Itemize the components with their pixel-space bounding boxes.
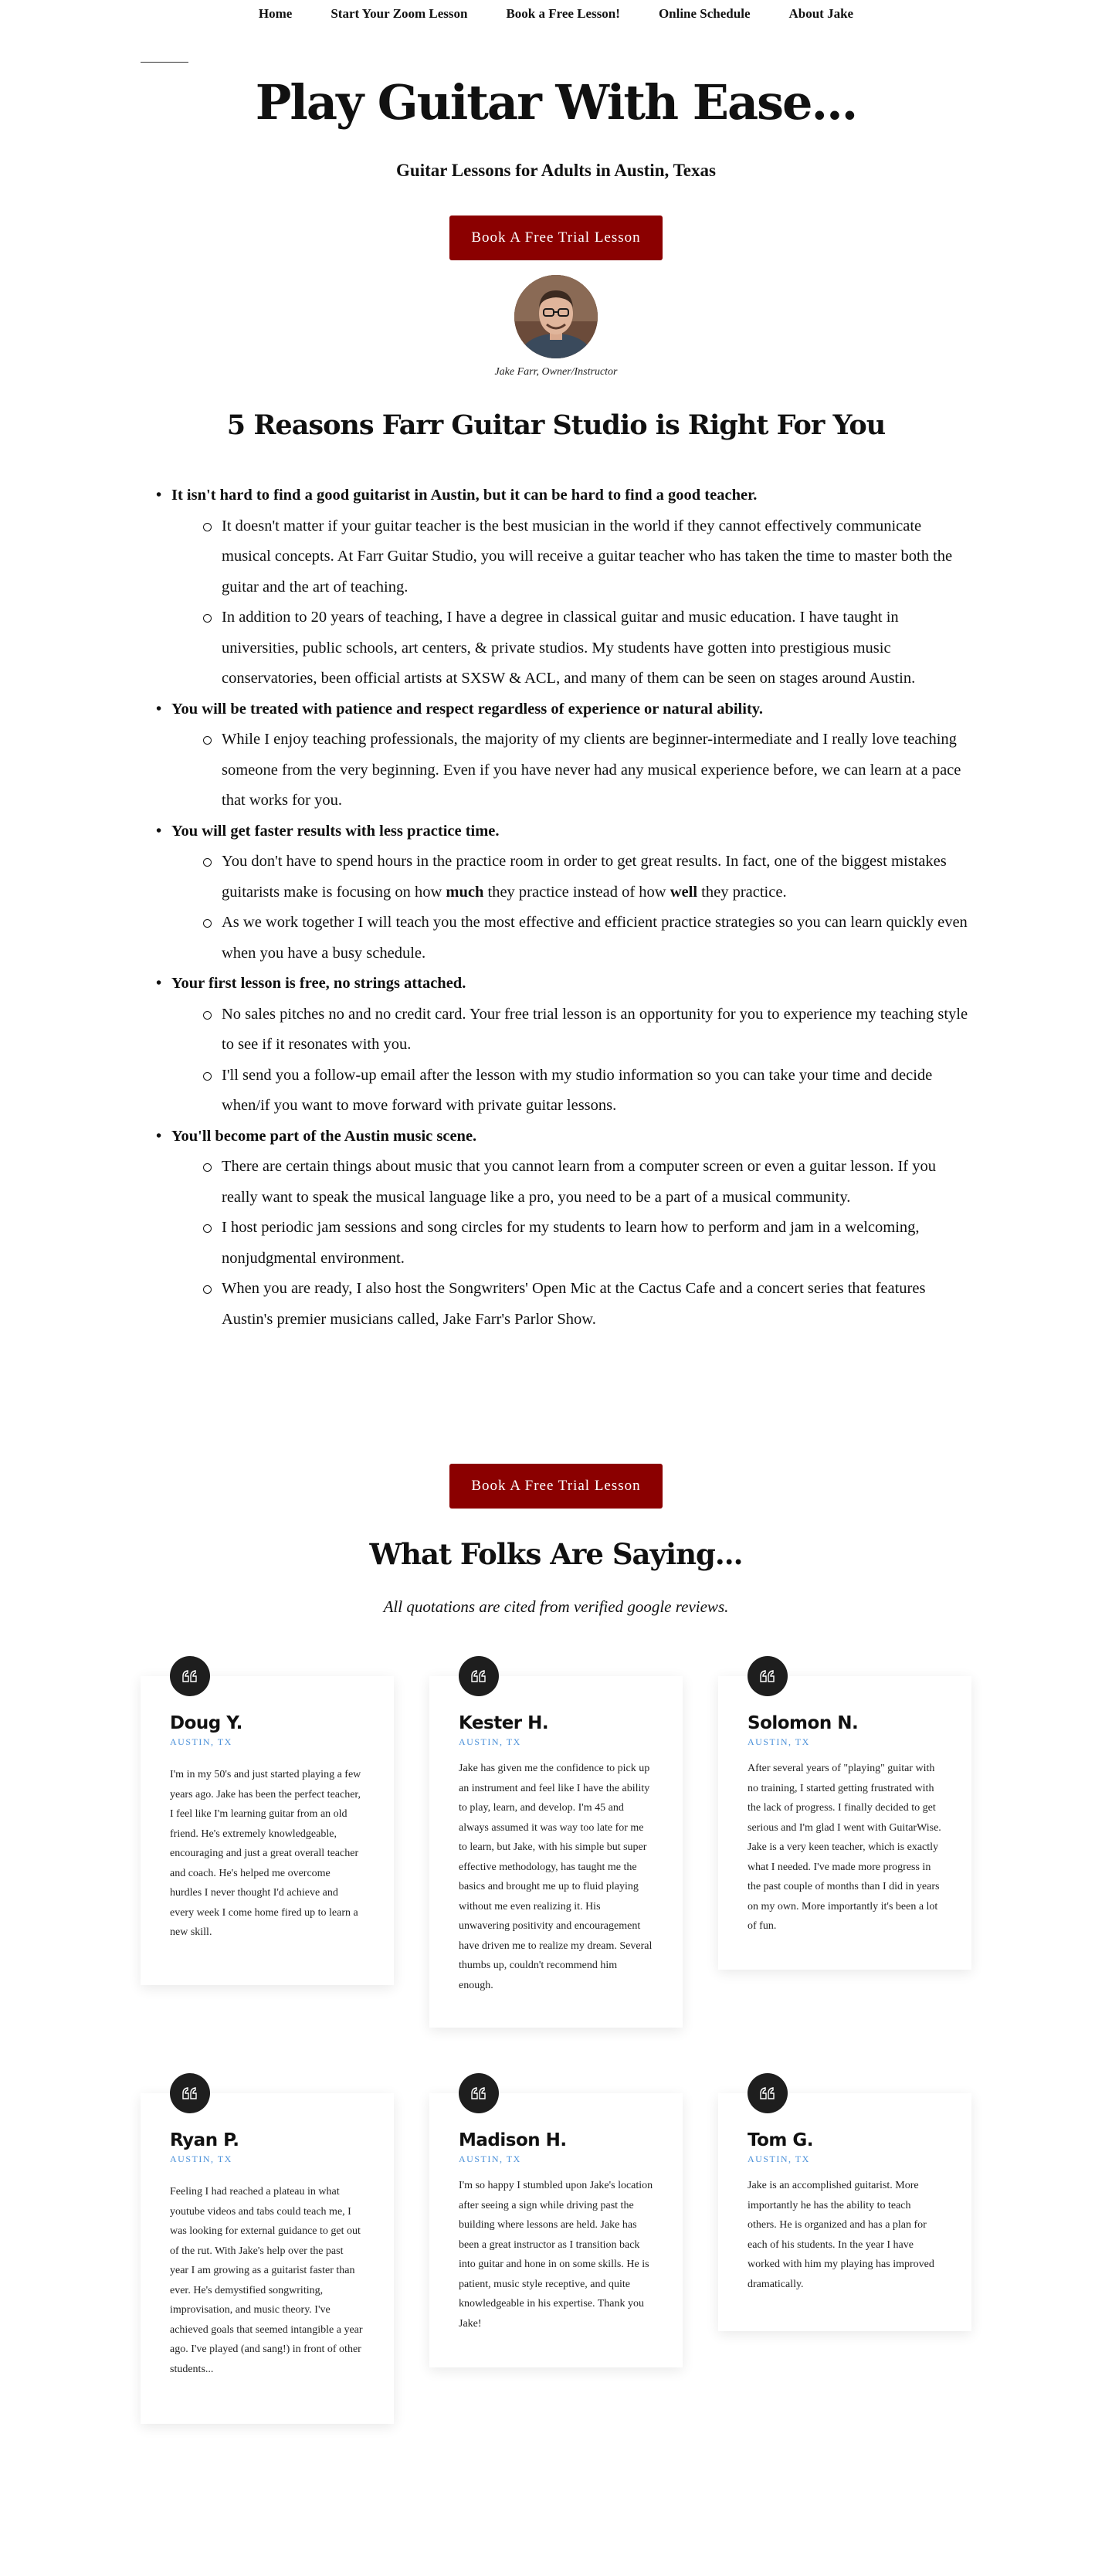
emphasis-much: much — [446, 883, 484, 901]
review-text: Jake has given me the confidence to pick up an instrument and feel like I have the ability to play, learn, and develop. I'm 45 and always assumed it was way too late for me to learn, but Jake, with his simple but super effective methodology, has taught me the basics and brought me up to fluid playing without me even realizing it. His unwavering positivity and encouragement have driven me to realize my dream. Several thumbs up, couldn't recommend him enough. — [459, 1763, 653, 1991]
reviewer-name: Tom G. — [748, 2130, 814, 2150]
review-text: I'm so happy I stumbled upon Jake's location after seeing a sign while driving past the building where lessons are held. Jake has been a great instructor as I transition back into guitar and hone in on some skills. He is patient, music style receptive, and quite knowledgeable in his expertise. Thank you Jake! — [459, 2180, 653, 2330]
reviewer-location: AUSTIN, TX — [170, 2153, 232, 2164]
detail-text: they practice instead of how — [483, 883, 670, 901]
reviewer-name: Madison H. — [459, 2130, 567, 2150]
reason-item — [171, 816, 975, 969]
reason-heading: • You will be treated with patience and respect regardless of experience or natural ability. — [171, 694, 975, 725]
quote-icon — [748, 2073, 788, 2113]
reason-item — [171, 969, 975, 1122]
reviewer-location: AUSTIN, TX — [170, 1736, 232, 1747]
divider — [141, 62, 188, 63]
reviewer-name: Doug Y. — [170, 1713, 242, 1733]
nav-start-zoom-lesson[interactable]: Start Your Zoom Lesson — [331, 6, 468, 21]
reason-detail: In addition to 20 years of teaching, I have a degree in classical guitar and music education. I have taught in universities, public schools, art centers, & private studios. My students have gotten into prestigious music conservatories, been official artists at SXSW & ACL, and many of them can be seen on stages around Austin. — [222, 602, 975, 694]
testimonial-card — [141, 2093, 394, 2424]
reasons-list — [171, 480, 975, 1335]
reason-heading: • You will get faster results with less practice time. — [171, 816, 975, 847]
reason-detail: I host periodic jam sessions and song circles for my students to learn how to perform and jam in a welcoming, nonjudgmental environment. — [222, 1213, 975, 1274]
reviewer-name: Solomon N. — [748, 1713, 859, 1733]
quote-icon — [459, 2073, 499, 2113]
reviewer-location: AUSTIN, TX — [459, 1736, 521, 1747]
nav-home[interactable]: Home — [258, 6, 293, 21]
reason-detail — [222, 847, 975, 908]
quote-icon — [170, 1656, 210, 1696]
book-trial-button-bottom[interactable]: Book A Free Trial Lesson — [449, 1464, 663, 1509]
reason-heading: • It isn't hard to find a good guitarist in Austin, but it can be hard to find a good teacher. — [171, 480, 975, 511]
reason-heading: • You'll become part of the Austin music scene. — [171, 1122, 975, 1152]
review-text: Jake is an accomplished guitarist. More importantly he has the ability to teach others. He is organized and has a plan for each of his students. In the year I have worked with him my playing has improved dramatically. — [748, 2180, 934, 2290]
quote-icon — [748, 1656, 788, 1696]
testimonials-title: What Folks Are Saying... — [369, 1537, 743, 1571]
nav-about-jake[interactable]: About Jake — [788, 6, 854, 21]
hero-title: Play Guitar With Ease... — [255, 74, 857, 131]
testimonial-card — [429, 1676, 683, 2028]
instructor-photo — [514, 275, 598, 358]
nav-online-schedule[interactable]: Online Schedule — [658, 6, 751, 21]
review-text: After several years of "playing" guitar with no training, I started getting frustrated with the lack of progress. I finally decided to get serious and I'm glad I went with GuitarWise. Jake is a very keen teacher, which is exactly what I needed. I've made more progress in the past couple of months than I did in years on my own. More importantly it's been a lot of fun. — [748, 1763, 941, 1932]
reason-detail: There are certain things about music that you cannot learn from a computer screen or even a guitar lesson. If you really want to speak the musical language like a pro, you need to be a part of a musical community. — [222, 1152, 975, 1213]
photo-caption: Jake Farr, Owner/Instructor — [494, 366, 618, 378]
reason-detail: While I enjoy teaching professionals, the majority of my clients are beginner-intermediate and I really love teaching someone from the very beginning. Even if you have never had any musical experience before, we can learn at a pace that works for you. — [222, 725, 975, 816]
testimonial-card — [141, 1676, 394, 1985]
reason-item — [171, 694, 975, 816]
hero-subtitle: Guitar Lessons for Adults in Austin, Texas — [396, 161, 716, 180]
quote-icon — [459, 1656, 499, 1696]
reason-detail: I'll send you a follow-up email after the lesson with my studio information so you can take your time and decide when/if you want to move forward with private guitar lessons. — [222, 1061, 975, 1122]
main-nav — [0, 0, 1112, 31]
testimonial-card — [718, 2093, 971, 2331]
reviewer-location: AUSTIN, TX — [748, 1736, 810, 1747]
reason-item — [171, 480, 975, 694]
reason-detail: When you are ready, I also host the Songwriters' Open Mic at the Cactus Cafe and a concert series that features Austin's premier musicians called, Jake Farr's Parlor Show. — [222, 1274, 975, 1335]
detail-text: You don't have to spend hours in the practice room in order to get great results. In fact, one of the biggest mistakes guitarists make is focusing on how — [222, 853, 947, 901]
reviewer-location: AUSTIN, TX — [459, 2153, 521, 2164]
testimonial-card — [429, 2093, 683, 2367]
reason-detail: As we work together I will teach you the most effective and efficient practice strategies so you can learn quickly even when you have a busy schedule. — [222, 908, 975, 969]
quote-icon — [170, 2073, 210, 2113]
nav-book-free-lesson[interactable]: Book a Free Lesson! — [506, 6, 620, 21]
reason-detail: It doesn't matter if your guitar teacher is the best musician in the world if they cannot effectively communicate musical concepts. At Farr Guitar Studio, you will receive a guitar teacher who has taken the time to master both the guitar and the art of teaching. — [222, 511, 975, 603]
reason-heading: • Your first lesson is free, no strings attached. — [171, 969, 975, 1000]
reason-detail: No sales pitches no and no credit card. Your free trial lesson is an opportunity for you to experience my teaching style to see if it resonates with you. — [222, 1000, 975, 1061]
book-trial-button-top[interactable]: Book A Free Trial Lesson — [449, 216, 663, 260]
review-text: I'm in my 50's and just started playing a few years ago. Jake has been the perfect teacher, I feel like I'm learning guitar from an old friend. He's extremely knowledgeable, encouraging and just a great overall teacher and coach. He's helped me overcome hurdles I never thought I'd achieve and every week I come home fired up to learn a new skill. — [170, 1769, 361, 1938]
reasons-title: 5 Reasons Farr Guitar Studio is Right For You — [226, 409, 886, 441]
reviewer-location: AUSTIN, TX — [748, 2153, 810, 2164]
testimonials-subtitle: All quotations are cited from verified google reviews. — [383, 1597, 729, 1616]
reason-item — [171, 1122, 975, 1336]
emphasis-well: well — [670, 883, 698, 901]
reviewer-name: Ryan P. — [170, 2130, 239, 2150]
reviewer-name: Kester H. — [459, 1713, 549, 1733]
review-text: Feeling I had reached a plateau in what youtube videos and tabs could teach me, I was looking for external guidance to get out of the rut. With Jake's help over the past year I am growing as a guitarist faster than ever. He's demystified songwriting, improvisation, and music theory. I've achieved goals that seemed intangible a year ago. I've played (and sang!) in front of other students... — [170, 2186, 363, 2375]
testimonial-card — [718, 1676, 971, 1970]
detail-text: they practice. — [697, 883, 787, 901]
